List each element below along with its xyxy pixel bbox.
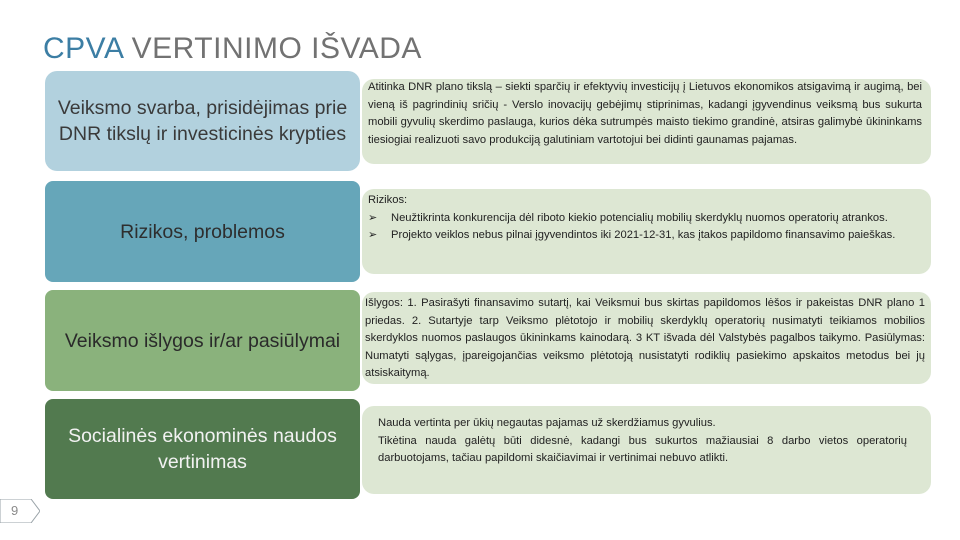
risks-heading: Rizikos: bbox=[368, 194, 408, 206]
panel-conditions bbox=[362, 292, 931, 384]
label-conditions: Veiksmo išlygos ir/ar pasiūlymai bbox=[64, 329, 341, 352]
label-box-risks bbox=[45, 181, 360, 282]
risk-text: Neužtikrinta konkurencija dėl riboto kiekio potencialių mobilių skerdyklų nuomos operatorių atrankos. bbox=[391, 211, 888, 224]
risk-item bbox=[368, 210, 919, 228]
page-number-marker bbox=[0, 499, 40, 523]
title-acronym: CPVA bbox=[43, 32, 123, 65]
label-importance: Veiksmo svarba, prisidėjimas prie DNR tikslų ir investicinės krypties bbox=[57, 97, 348, 145]
panel-importance bbox=[362, 79, 931, 164]
label-box-conditions bbox=[45, 290, 360, 391]
label-risks: Rizikos, problemos bbox=[120, 220, 285, 243]
label-box-importance bbox=[45, 71, 360, 171]
page-title bbox=[43, 32, 422, 66]
panel-risks bbox=[362, 189, 931, 274]
risk-item bbox=[368, 227, 919, 245]
risk-text: Projekto veiklos nebus pilnai įgyvendintos iki 2021-12-31, kas įtakos papildomo finansavimo paieškas. bbox=[391, 229, 896, 241]
arrow-bullet-icon: ➢ bbox=[368, 229, 378, 241]
title-text: VERTINIMO IŠVADA bbox=[131, 32, 422, 65]
panel-socioeconomic bbox=[362, 406, 931, 494]
benefit-line: Nauda vertinta per ūkių negautas pajamas už skerdžiamus gyvulius. bbox=[378, 417, 716, 429]
label-socioeconomic: Socialinės ekonominės naudos vertinimas bbox=[68, 425, 337, 473]
benefit-line: Tikėtina nauda galėtų būti didesnė, kadangi bus sukurtos mažiausiai 8 darbo vietos operatorių darbuotojams, tačiau papildomi skaičiavimai ir vertinimai nebuvo atlikti. bbox=[378, 434, 907, 464]
page-number: 9 bbox=[11, 503, 19, 518]
conditions-text: Išlygos: 1. Pasirašyti finansavimo sutartį, kai Veiksmui bus skirtas papildomos lėšos ir pakeistas DNR plano 1 priedas. 2. Sutartyje tarp Veiksmo plėtotojo ir mobilių skerdyklų operatorių nusimatyti teikiamos mobilios skerdyklos nuomos paslaugos ūkininkams kainodarą. 3 KT išvada dėl Valstybės pagalbos taikymo. Pasiūlymas: Numatyti sąlygas, įpareigojančias veiksmo plėtotoją nusistatyti rodiklių pasiekimo apskaitos metodus bei jų atsiskaitymą. bbox=[365, 297, 925, 379]
arrow-bullet-icon: ➢ bbox=[368, 211, 378, 224]
importance-text: Atitinka DNR plano tikslą – siekti sparčių ir efektyvių investicijų į Lietuvos ekonomikos atsigavimą ir augimą, bei vieną iš pagrindinių sričių - Verslo inovacijų gebėjimų stiprinimas, kadangi įgyvendinus veiksmą bus sukurta mobili gyvulių skerdimo paslauga, kurios dėka sutrumpės maisto tiekimo grandinė, atsiras galimybė ūkininkams tiesiogiai realizuoti savo produkciją galutiniam vartotojui bei didinti gaunamas pajamas. bbox=[368, 81, 922, 146]
label-box-socioeconomic bbox=[45, 399, 360, 499]
page-tab-icon bbox=[0, 499, 40, 523]
